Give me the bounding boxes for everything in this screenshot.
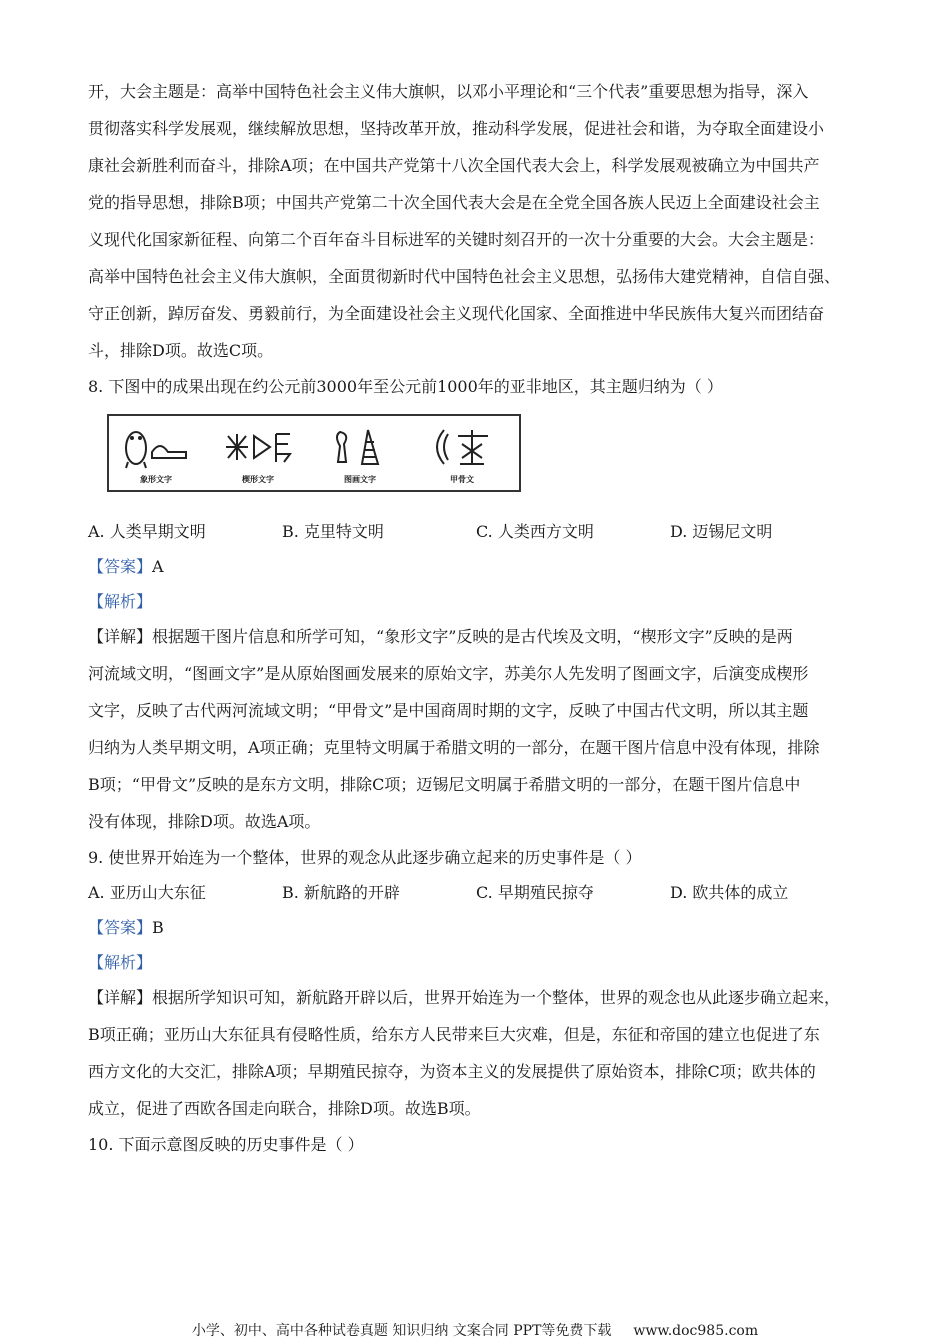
intro-line: 党的指导思想，排除B项；中国共产党第二十次全国代表大会是在全党全国各族人民迈上全面建设社会主 [88,193,820,212]
intro-line: 开，大会主题是：高举中国特色社会主义伟大旗帜，以邓小平理论和“三个代表”重要思想为指导，深入 [88,82,809,101]
intro-line: 守正创新，踔厉奋发、勇毅前行，为全面建设社会主义现代化国家、全面推进中华民族伟大复兴而团结奋 [88,304,825,323]
answer-value: A [152,557,164,576]
intro-line: 义现代化国家新征程、向第二个百年奋斗目标进军的关键时刻召开的一次十分重要的大会。大会主题是： [88,230,825,249]
answer-value: B [152,918,164,937]
analysis-tag: 【解析】 [88,953,153,972]
figure-label: 象形文字 [140,475,172,484]
figure-label: 甲骨文 [450,475,474,484]
analysis-tag: 【解析】 [88,592,153,611]
detail-line: 河流域文明，“图画文字”是从原始图画发展来的原始文字，苏美尔人先发明了图画文字，后演变成楔形 [88,664,809,683]
option-d: D. 迈锡尼文明 [670,522,773,541]
intro-line: 贯彻落实科学发展观，继续解放思想，坚持改革开放，推动科学发展，促进社会和谐，为夺取全面建设小 [88,119,825,138]
answer-line [88,557,164,577]
intro-line: 高举中国特色社会主义伟大旗帜，全面贯彻新时代中国特色社会主义思想，弘扬伟大建党精神，自信自强、 [88,267,841,286]
option-c: C. 早期殖民掠夺 [476,883,594,902]
question-10-stem: 10. 下面示意图反映的历史事件是（ ） [88,1135,364,1154]
detail-tag: 【详解】 [88,627,153,646]
option-b: B. 新航路的开辟 [282,883,400,902]
writing-systems-figure [107,414,521,492]
oracle-bone-cell [417,422,507,492]
cuneiform-icon [218,422,298,472]
question-8-stem: 8. 下图中的成果出现在约公元前3000年至公元前1000年的亚非地区，其主题归纳为（ ） [88,377,723,396]
detail-line: 归纳为人类早期文明，A项正确；克里特文明属于希腊文明的一部分，在题干图片信息中没有体现，排除 [88,738,820,757]
figure-label: 图画文字 [344,475,376,484]
detail-line [88,627,793,647]
question-9-stem: 9. 使世界开始连为一个整体，世界的观念从此逐步确立起来的历史事件是（ ） [88,848,642,867]
detail-text: 根据题干图片信息和所学可知，“象形文字”反映的是古代埃及文明，“楔形文字”反映的是两 [152,627,793,646]
oracle-bone-icon [422,422,502,472]
analysis-tag-line [88,592,152,612]
detail-tag: 【详解】 [88,988,153,1007]
intro-line: 康社会新胜利而奋斗，排除A项；在中国共产党第十八次全国代表大会上，科学发展观被确立为中国共产 [88,156,820,175]
pictograph-cell [315,422,405,492]
hieroglyph-cell [111,422,201,492]
analysis-tag-line [88,953,152,973]
detail-line: B项；“甲骨文”反映的是东方文明，排除C项；迈锡尼文明属于希腊文明的一部分，在题干图片信息中 [88,775,801,794]
option-c: C. 人类西方文明 [476,522,594,541]
page-footer [0,1322,950,1340]
detail-line [88,988,840,1008]
pictograph-icon [320,422,400,472]
answer-tag: 【答案】 [88,557,153,576]
option-d: D. 欧共体的成立 [670,883,789,902]
detail-line: B项正确；亚历山大东征具有侵略性质，给东方人民带来巨大灾难，但是，东征和帝国的建立也促进了东 [88,1025,820,1044]
footer-text: 小学、初中、高中各种试卷真题 知识归纳 文案合同 PPT等免费下载 [191,1323,612,1339]
hieroglyph-icon [116,422,196,472]
option-a: A. 亚历山大东征 [88,883,206,902]
figure-label: 楔形文字 [242,475,274,484]
cuneiform-cell [213,422,303,492]
option-b: B. 克里特文明 [282,522,384,541]
intro-line: 斗，排除D项。故选C项。 [88,341,274,360]
detail-line: 没有体现，排除D项。故选A项。 [88,812,321,831]
detail-line: 文字，反映了古代两河流域文明；“甲骨文”是中国商周时期的文字，反映了中国古代文明，所以其主题 [88,701,809,720]
footer-link[interactable]: www.doc985.com [633,1323,759,1339]
answer-line [88,918,164,938]
detail-line: 西方文化的大交汇，排除A项；早期殖民掠夺，为资本主义的发展提供了原始资本，排除C项；欧共体的 [88,1062,816,1081]
detail-text: 根据所学知识可知，新航路开辟以后，世界开始连为一个整体，世界的观念也从此逐步确立起来， [152,988,841,1007]
answer-tag: 【答案】 [88,918,153,937]
option-a: A. 人类早期文明 [88,522,206,541]
detail-line: 成立，促进了西欧各国走向联合，排除D项。故选B项。 [88,1099,481,1118]
